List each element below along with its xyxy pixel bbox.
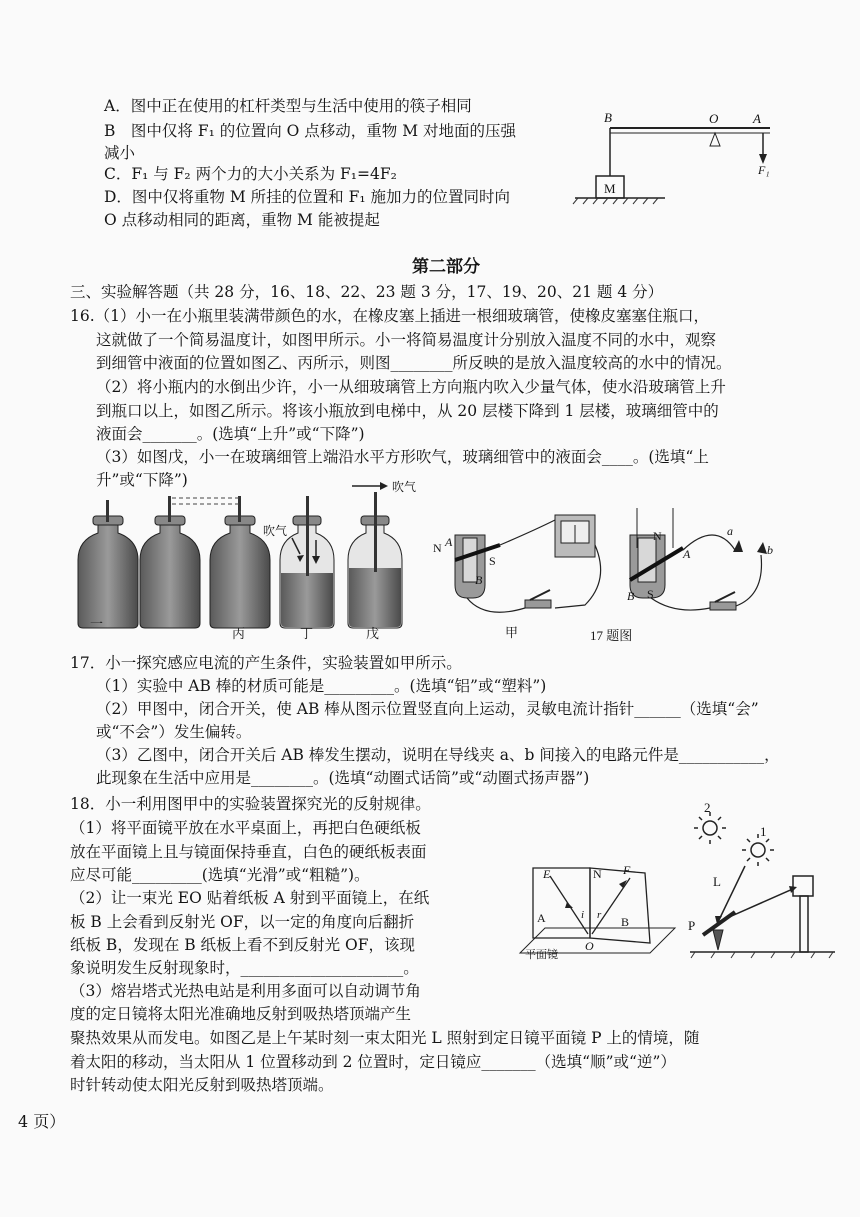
blow-label: 吹气	[263, 524, 288, 538]
q16-line: 液面会_______。(选填“上升”或“下降”)	[96, 425, 365, 443]
bottle-bing	[210, 496, 270, 628]
q18-line: （3）熔岩塔式光热电站是利用多面可以自动调节角	[70, 982, 421, 1000]
q18-line: 放在平面镜上且与镜面保持垂直，白色的硬纸板表面	[70, 843, 427, 861]
label-sun-2: 2	[704, 800, 711, 815]
label-b-yi: B	[627, 589, 635, 603]
label-f1: F₁	[758, 163, 770, 177]
caption-ding: 丁	[300, 626, 314, 641]
bottle-jia	[78, 500, 138, 628]
sun-1	[742, 834, 774, 866]
label-b-jia: B	[475, 573, 483, 587]
q16-line: （2）将小瓶内的水倒出少许，小一从细玻璃管上方向瓶内吹入少量气体，使水沿玻璃管上升	[96, 378, 726, 396]
sun-2	[694, 812, 726, 844]
option-d-line1: D．图中仅将重物 M 所挂的位置和 F₁ 施加力的位置同时向	[104, 188, 510, 206]
q16-line: 这就做了一个简易温度计，如图甲所示。小一将简易温度计分别放入温度不同的水中，观察	[96, 331, 717, 349]
bottle-figures	[60, 478, 420, 643]
label-i: i	[581, 909, 585, 921]
label-clip-b: b	[767, 543, 773, 557]
switch-yi	[710, 592, 736, 610]
label-n-yi: N	[653, 529, 662, 543]
label-clip-a: a	[727, 524, 733, 538]
q17-line: 此现象在生活中应用是________。(选填“动圈式话筒”或“动圈式扬声器”)	[96, 769, 590, 787]
label-p: P	[688, 918, 696, 933]
label-o: O	[585, 939, 594, 953]
label-r: r	[597, 909, 602, 921]
q18-line: 着太阳的移动，当太阳从 1 位置移动到 2 位置时，定日镜应_______（选填“顺”或“逆”）	[70, 1053, 676, 1071]
bottle-ding	[280, 496, 334, 628]
q16-line: 升”或“下降”)	[96, 471, 188, 489]
q18-line: 时针转动使太阳光反射到吸热塔顶端。	[70, 1076, 334, 1094]
page-number: 4 页）	[18, 1112, 66, 1131]
label-o: O	[709, 111, 719, 126]
q18-line: 应尽可能_________(选填“光滑”或“粗糙”)。	[70, 866, 370, 884]
q16-line: 16.（1）小一在小瓶里装满带颜色的水，在橡皮塞上插进一根细玻璃管，使橡皮塞塞住瓶口，	[70, 307, 710, 325]
tower-top	[793, 876, 813, 896]
q16-line: 到细管中液面的位置如图乙、丙所示，则图________所反映的是放入温度较高的水中的情况。	[96, 354, 732, 372]
clip-b	[757, 542, 767, 554]
label-s-yi: S	[647, 587, 654, 601]
label-n: N	[593, 867, 602, 881]
label-a: A	[753, 111, 761, 126]
bottle-yi	[140, 496, 200, 628]
q17-line: （3）乙图中，闭合开关后 AB 棒发生摆动，说明在导线夹 a、b 间接入的电路元件是___________，	[96, 746, 780, 764]
section-header: 三、实验解答题（共 28 分，16、18、22、23 题 3 分，17、19、20、21 题 4 分）	[70, 283, 664, 301]
caption-first: 一	[90, 616, 104, 631]
galvanometer	[555, 515, 595, 557]
induction-figures	[425, 490, 785, 650]
q17-line: （2）甲图中，闭合开关，使 AB 棒从图示位置竖直向上运动，灵敏电流计指针______（选填“会”	[96, 700, 759, 718]
q17-line: 或“不会”）发生偏转。	[96, 723, 252, 741]
option-a: A．图中正在使用的杠杆类型与生活中使用的筷子相同	[104, 97, 472, 115]
label-a-yi: A	[683, 547, 691, 561]
q18-line: 18．小一利用图甲中的实验装置探究光的反射规律。	[70, 795, 431, 813]
q18-line: （1）将平面镜平放在水平桌面上，再把白色硬纸板	[70, 819, 421, 837]
q18-line: 象说明发生反射现象时，_____________________。	[70, 959, 419, 977]
label-board-b: B	[621, 915, 630, 929]
clip-a	[733, 540, 743, 552]
q17-line: （1）实验中 AB 棒的材质可能是_________。(选填“铝”或“塑料”)	[96, 677, 547, 695]
bottle-wu	[348, 482, 402, 628]
label-n-jia: N	[433, 541, 442, 555]
caption-jia: 甲	[505, 625, 519, 640]
label-board-a: A	[537, 911, 546, 925]
option-b-line2: 减小	[104, 144, 136, 162]
q16-line: （3）如图戊，小一在玻璃细管上端沿水平方形吹气，玻璃细管中的液面会____。(选填“上	[96, 448, 709, 466]
label-l: L	[713, 874, 721, 889]
label-b: B	[604, 110, 612, 125]
label-s-jia: S	[489, 554, 496, 568]
q18-line: （2）让一束光 EO 贴着纸板 A 射到平面镜上，在纸	[70, 889, 430, 907]
caption-wu: 戊	[366, 626, 380, 641]
q18-line: 板 B 上会看到反射光 OF，以一定的角度向后翻折	[70, 913, 415, 931]
option-d-line2: O 点移动相同的距离，重物 M 能被提起	[104, 211, 380, 229]
reflection-board-figure	[515, 858, 680, 968]
label-mirror: 平面镜	[525, 949, 558, 961]
caption-17: 17 题图	[590, 628, 633, 643]
magnet-yi	[630, 508, 683, 598]
blow-label-top: 吹气	[392, 480, 417, 494]
q18-line: 纸板 B，发现在 B 纸板上看不到反射光 OF，该现	[70, 936, 415, 954]
option-b-line1: B 图中仅将 F₁ 的位置向 O 点移动，重物 M 对地面的压强	[104, 122, 517, 140]
q16-line: 到瓶口以上，如图乙所示。将该小瓶放到电梯中，从 20 层楼下降到 1 层楼，玻璃细管中的	[96, 402, 719, 420]
option-c: C．F₁ 与 F₂ 两个力的大小关系为 F₁=4F₂	[104, 165, 397, 183]
label-m: M	[604, 181, 616, 196]
heliostat-figure	[685, 800, 845, 975]
label-a-jia: A	[445, 535, 453, 549]
fulcrum	[710, 133, 720, 146]
q17-line: 17．小一探究感应电流的产生条件，实验装置如甲所示。	[70, 654, 462, 672]
part-title: 第二部分	[412, 257, 480, 277]
q18-line: 度的定日镜将太阳光准确地反射到吸热塔顶端产生	[70, 1005, 412, 1023]
label-e: E	[543, 867, 551, 881]
caption-bing: 丙	[232, 626, 246, 641]
switch-jia	[525, 590, 551, 608]
label-f: F	[623, 863, 631, 877]
tower-body	[800, 896, 808, 952]
q18-line: 聚热效果从而发电。如图乙是上午某时刻一束太阳光 L 照射到定日镜平面镜 P 上的情境，随	[70, 1029, 700, 1047]
label-sun-1: 1	[760, 824, 767, 839]
lever-figure	[570, 108, 790, 208]
